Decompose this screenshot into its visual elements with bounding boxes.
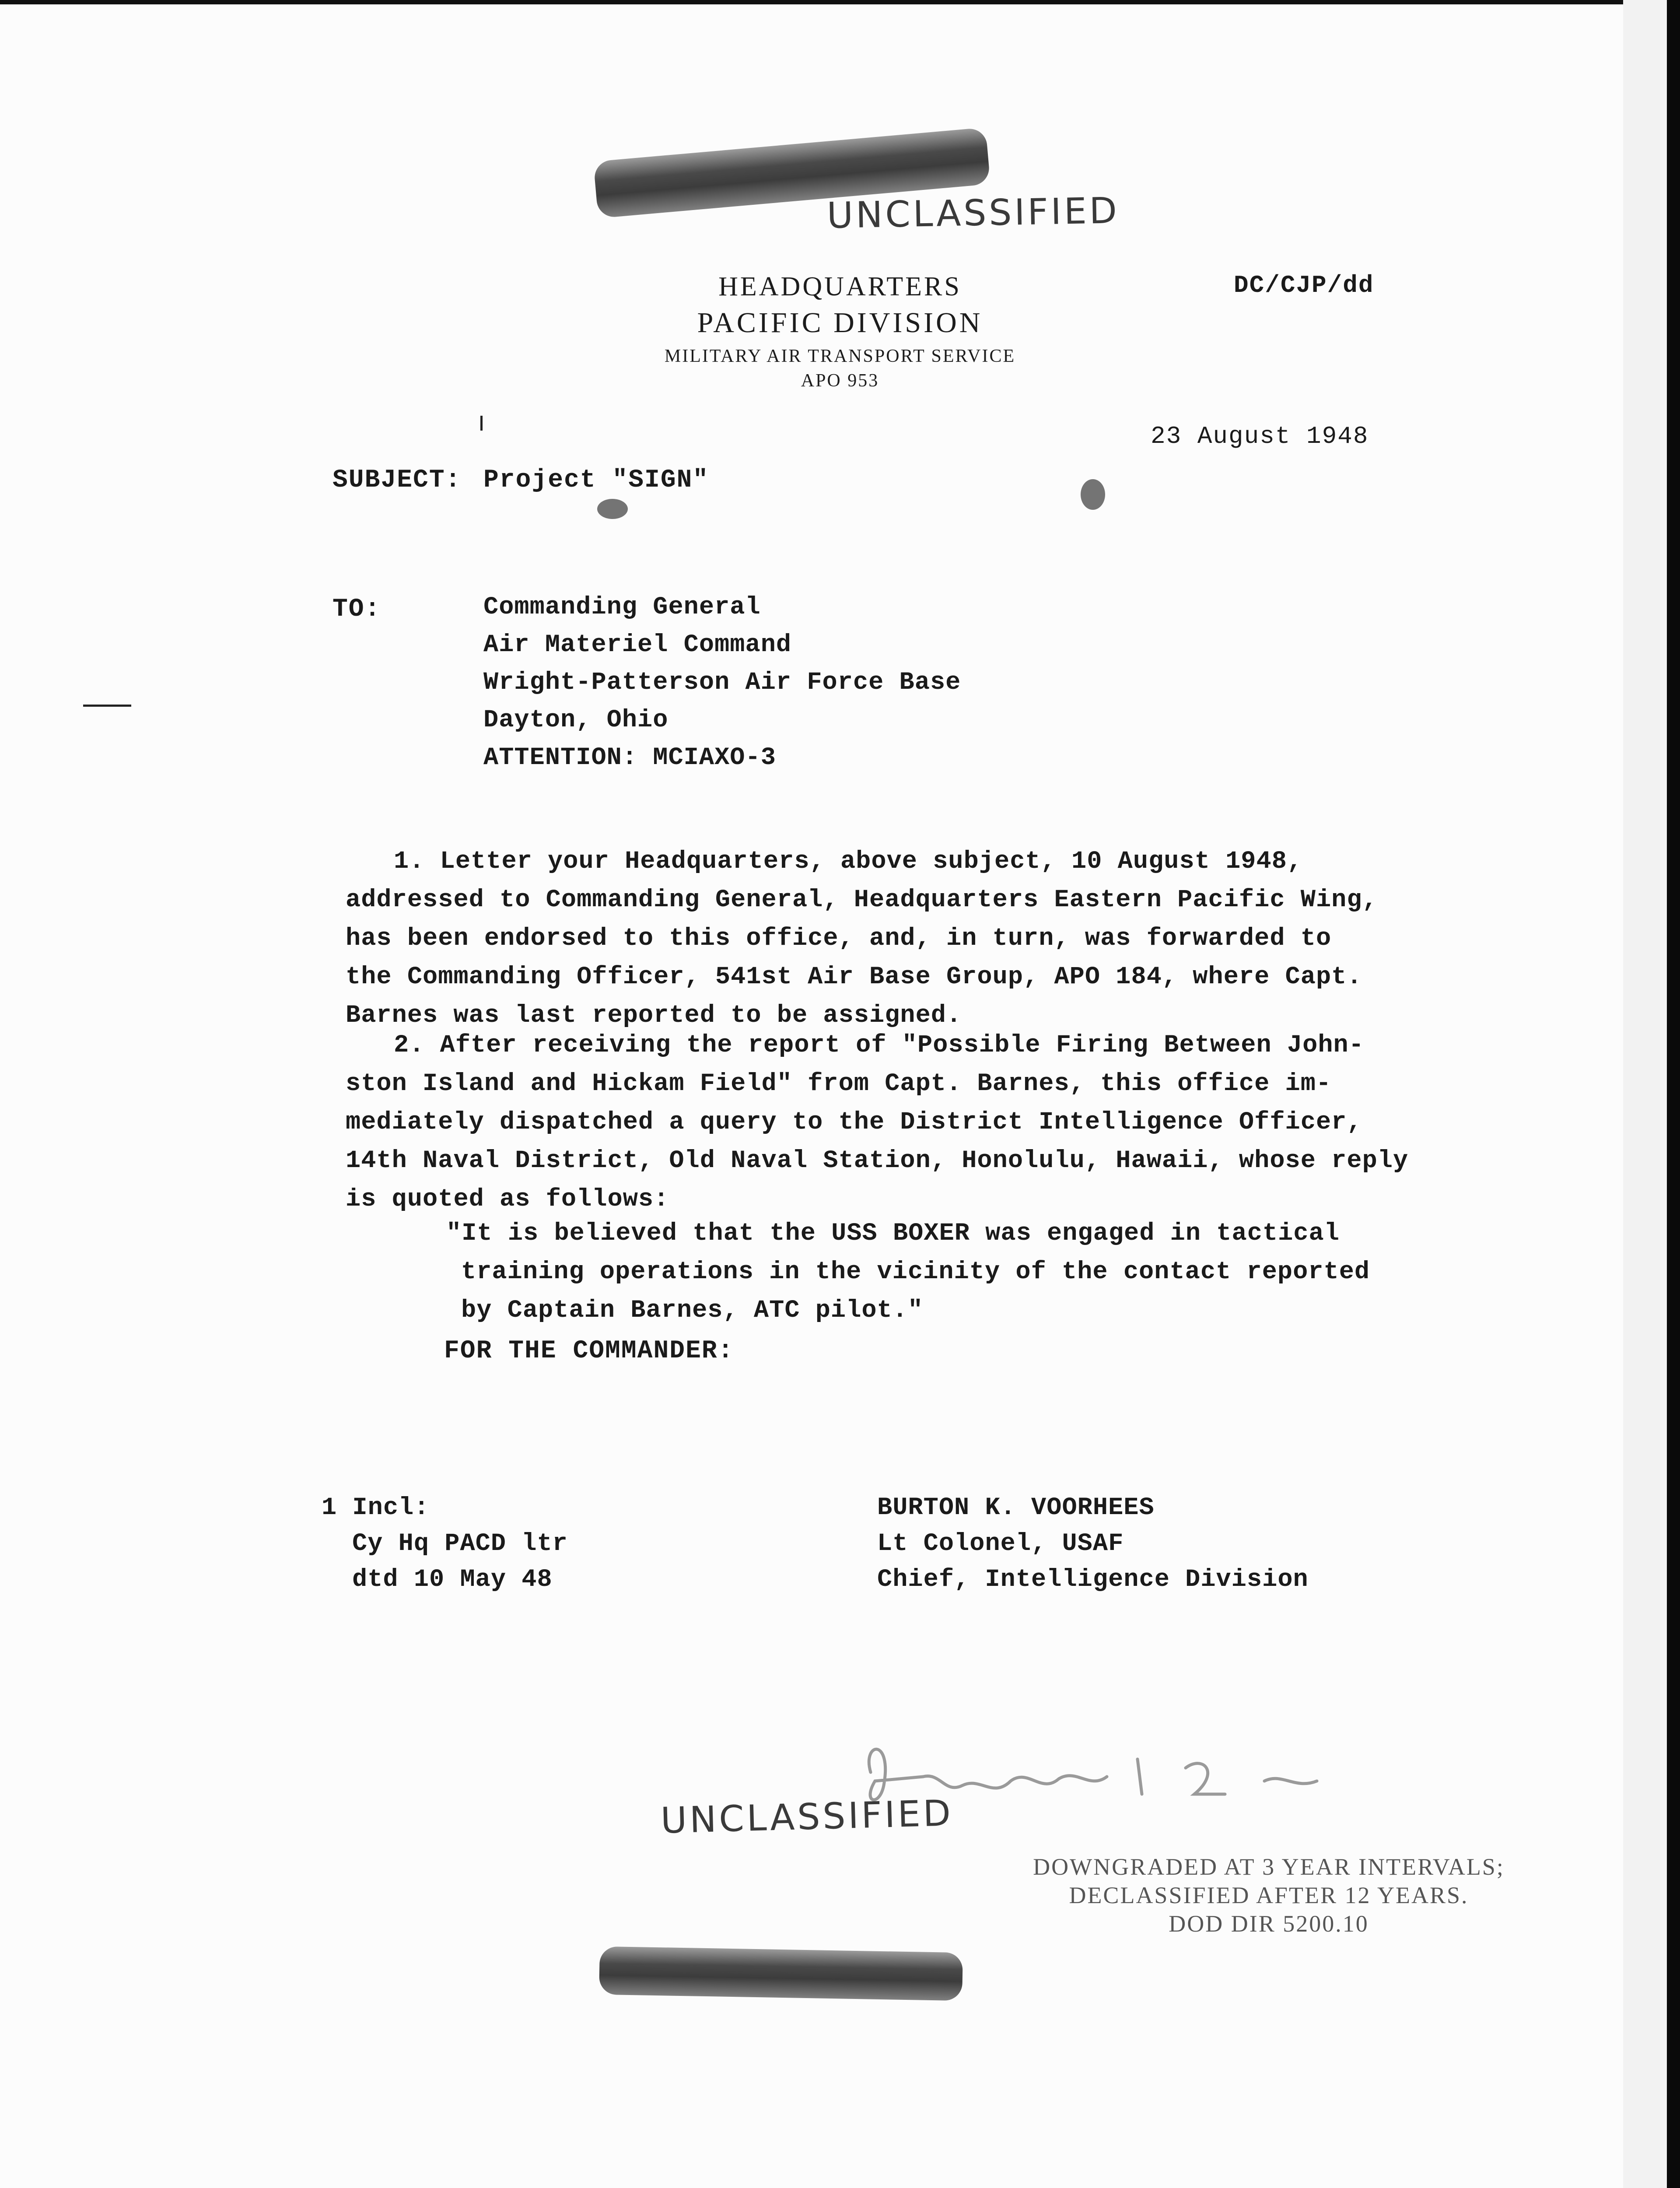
enclosure-line: 1 Incl: <box>322 1494 430 1522</box>
scan-border-top <box>0 0 1623 4</box>
address-line: Air Materiel Command <box>483 631 792 659</box>
address-line: Dayton, Ohio <box>483 706 668 734</box>
address-line: ATTENTION: MCIAXO-3 <box>483 744 776 772</box>
paragraph-2 <box>346 1026 1408 1219</box>
signature-block <box>877 1490 1309 1598</box>
downgrade-line: DOD DIR 5200.10 <box>1169 1911 1369 1937</box>
margin-dash <box>83 705 131 707</box>
enclosure-line: dtd 10 May 48 <box>352 1566 553 1594</box>
downgrade-line: DOWNGRADED AT 3 YEAR INTERVALS; <box>1033 1854 1505 1880</box>
redaction-bar-bottom <box>599 1946 963 2001</box>
paragraph-line: 1. Letter your Headquarters, above subject, 10 August 1948, <box>394 848 1303 876</box>
signer-rank: Lt Colonel, USAF <box>877 1530 1124 1558</box>
downgrade-line: DECLASSIFIED AFTER 12 YEARS. <box>1069 1882 1469 1908</box>
paragraph-1 <box>346 842 1378 1035</box>
letterhead-apo: APO 953 <box>801 371 879 391</box>
paragraph-line: has been endorsed to this office, and, in turn, was forwarded to <box>346 925 1332 953</box>
letterhead-division: PACIFIC DIVISION <box>697 307 983 339</box>
scan-right-edge <box>1667 0 1680 2188</box>
quoted-reply <box>446 1214 1370 1330</box>
quote-line: "It is believed that the USS BOXER was engaged in tactical <box>446 1220 1340 1248</box>
subject-label: SUBJECT: <box>332 466 462 494</box>
paragraph-line: addressed to Commanding General, Headquarters Eastern Pacific Wing, <box>346 886 1378 914</box>
quote-line: by Captain Barnes, ATC pilot." <box>461 1297 924 1325</box>
address-line: Commanding General <box>483 593 761 621</box>
paragraph-line: the Commanding Officer, 541st Air Base Group, APO 184, where Capt. <box>346 963 1362 991</box>
file-reference: DC/CJP/dd <box>1234 271 1374 299</box>
margin-tick <box>480 416 483 431</box>
paragraph-line: is quoted as follows: <box>346 1185 669 1213</box>
paragraph-line: 2. After receiving the report of "Possible Firing Between John- <box>394 1031 1364 1059</box>
classification-stamp-top: UNCLASSIFIED <box>826 190 1120 237</box>
ink-smudge <box>1081 479 1105 510</box>
closing-line: FOR THE COMMANDER: <box>444 1337 734 1365</box>
enclosure-line: Cy Hq PACD ltr <box>352 1530 568 1558</box>
classification-stamp-bottom: UNCLASSIFIED <box>660 1792 954 1842</box>
letterhead-headquarters: HEADQUARTERS <box>718 272 962 302</box>
paragraph-line: Barnes was last reported to be assigned. <box>346 1002 962 1030</box>
letterhead-service: MILITARY AIR TRANSPORT SERVICE <box>664 346 1016 366</box>
enclosure-block <box>322 1490 568 1598</box>
to-address-block <box>483 589 961 777</box>
signer-title: Chief, Intelligence Division <box>877 1566 1309 1594</box>
to-label: TO: <box>332 595 381 624</box>
subject-value: Project "SIGN" <box>483 466 709 494</box>
signer-name: BURTON K. VOORHEES <box>877 1494 1155 1522</box>
letter-date: 23 August 1948 <box>1151 422 1369 450</box>
address-line: Wright-Patterson Air Force Base <box>483 669 961 697</box>
ink-smudge <box>597 499 628 519</box>
paragraph-line: mediately dispatched a query to the District Intelligence Officer, <box>346 1108 1362 1136</box>
paragraph-line: 14th Naval District, Old Naval Station, Honolulu, Hawaii, whose reply <box>346 1147 1409 1175</box>
paragraph-line: ston Island and Hickam Field" from Capt. Barnes, this office im- <box>346 1070 1332 1098</box>
quote-line: training operations in the vicinity of the contact reported <box>461 1258 1370 1286</box>
